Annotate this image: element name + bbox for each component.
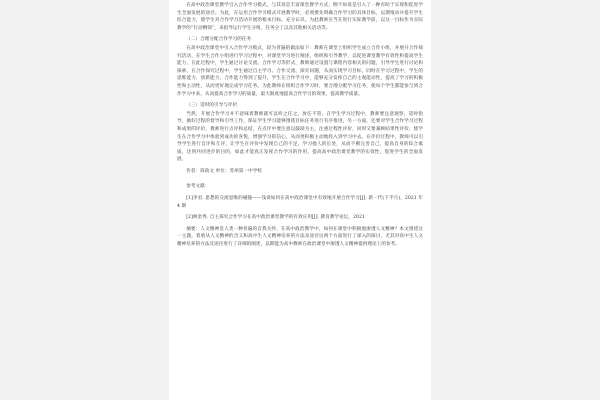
section-heading-2: （二）合理分配合作学习的任务 [186, 37, 252, 43]
reference-item: [1]李君. 思想的交流思维的碰撞——浅谈如何在高中政治课堂中有效地开展合作学习[J]. 新一代(下半月)，2021 年 4 期 [177, 196, 423, 209]
references-title: 参考文献： [186, 184, 210, 190]
section-body-3: 当然，开展合作学习并不意味着教师就可以听之任之，放任不管。在学生学习过程中，教师要注意观察，适时指导，做好过程的督导和引导工作，保证学生学习能够围绕目标任务进行有序推进，另一方面，还要对学生合作学习过程和成果的评价，教师进行点评和总结，在点评中要注意以鼓励为主，注重过程性评价，同时又要兼顾结果性评价，使学生在合作学习中体验到成功的喜悦，增强学习的信心，从而更积极主动地投入到学习中去。在评价过程中，教师可以引导学生进行自评和互评，让学生在评价中发现自己的不足，学习他人的长处，从而不断完善自己，提高自身的综合素质，达到共同进步的目的，如此才能真正发挥合作学习的作用，提高高中政治课堂教学的实效性，促进学生的全面发展。 [177, 111, 423, 163]
abstract-paragraph: 摘要：人文精神是人类一种普遍的自我关怀，在高中政治教学中，如何在课堂中积极地渗透人文精神？本文围绕这一主题，着重从人文精神的含义和高中生人文精神培养的方法及途径这两个方面进行了深入的探讨，尤其对高中生人文精神培养的方法及途径进行了详细的阐述，以期能为高中教师在政治课堂中渗透人文精神提供理论上的参考。 [177, 226, 423, 248]
reference-item: [2]林金秀. 自主探究合作学习在高中政治课堂教学的有效应用[J]. 教育教学论坛，2021 [186, 215, 365, 221]
paragraph-intro: 在高中政治课堂教学引入合作学习模式，与其说是丰富课堂教学方式，倒不如说是引入了一种有助于实现和促进学生全面发展的途径。为此，在运用合作学习模式开展教学时，必须要先明确合作学习的具体目标，以期推动并提升学生综合能力，使学生对合作学习活动开展的根本目标，充分认识。为此教师应当在进行实际教学前，以这一目标作为实际教学的“行动纲领”，来指导运行学生分组，任务分工以及其他相关活动等。 [177, 3, 423, 31]
section-body-2: 在高中政治课堂中引入合作学习模式，较为普遍的做法如下：教师在课堂上组织学生成立合作小组，并展开合作探究活动，在学生合作小组进行学习过程中，对课堂学习进行阐述、组织和引导教学，以促进课堂教学有效性和提高学生能力，在此过程中，学生通过讨论交流、合作学习等形式，教师通过设置与课程内容相关的问题，引导学生进行讨论和探索，在合作探究过程中，学生通过自主学习、合作交流、探究问题，从而实现学习目标，同时在学习过程中，学生的思维能力、创新能力、合作能力得到了提升，学生在合作学习中，能够充分发挥自己的主观能动性，提高了学习的积极性和主动性，从而更好地完成学习任务，为此教师在组织合作学习时，要合理分配学习任务，使每个学生都能参与到合作学习中来，从而提高合作学习的质量，最大限度地提高合作学习的效果，提高教学质量。 [177, 45, 423, 97]
author-line: 作者：简政文 单位：苏州第一中学校 [186, 168, 262, 174]
document-page [169, 0, 431, 400]
section-heading-3: （三）适时的引导与评价 [186, 103, 238, 109]
